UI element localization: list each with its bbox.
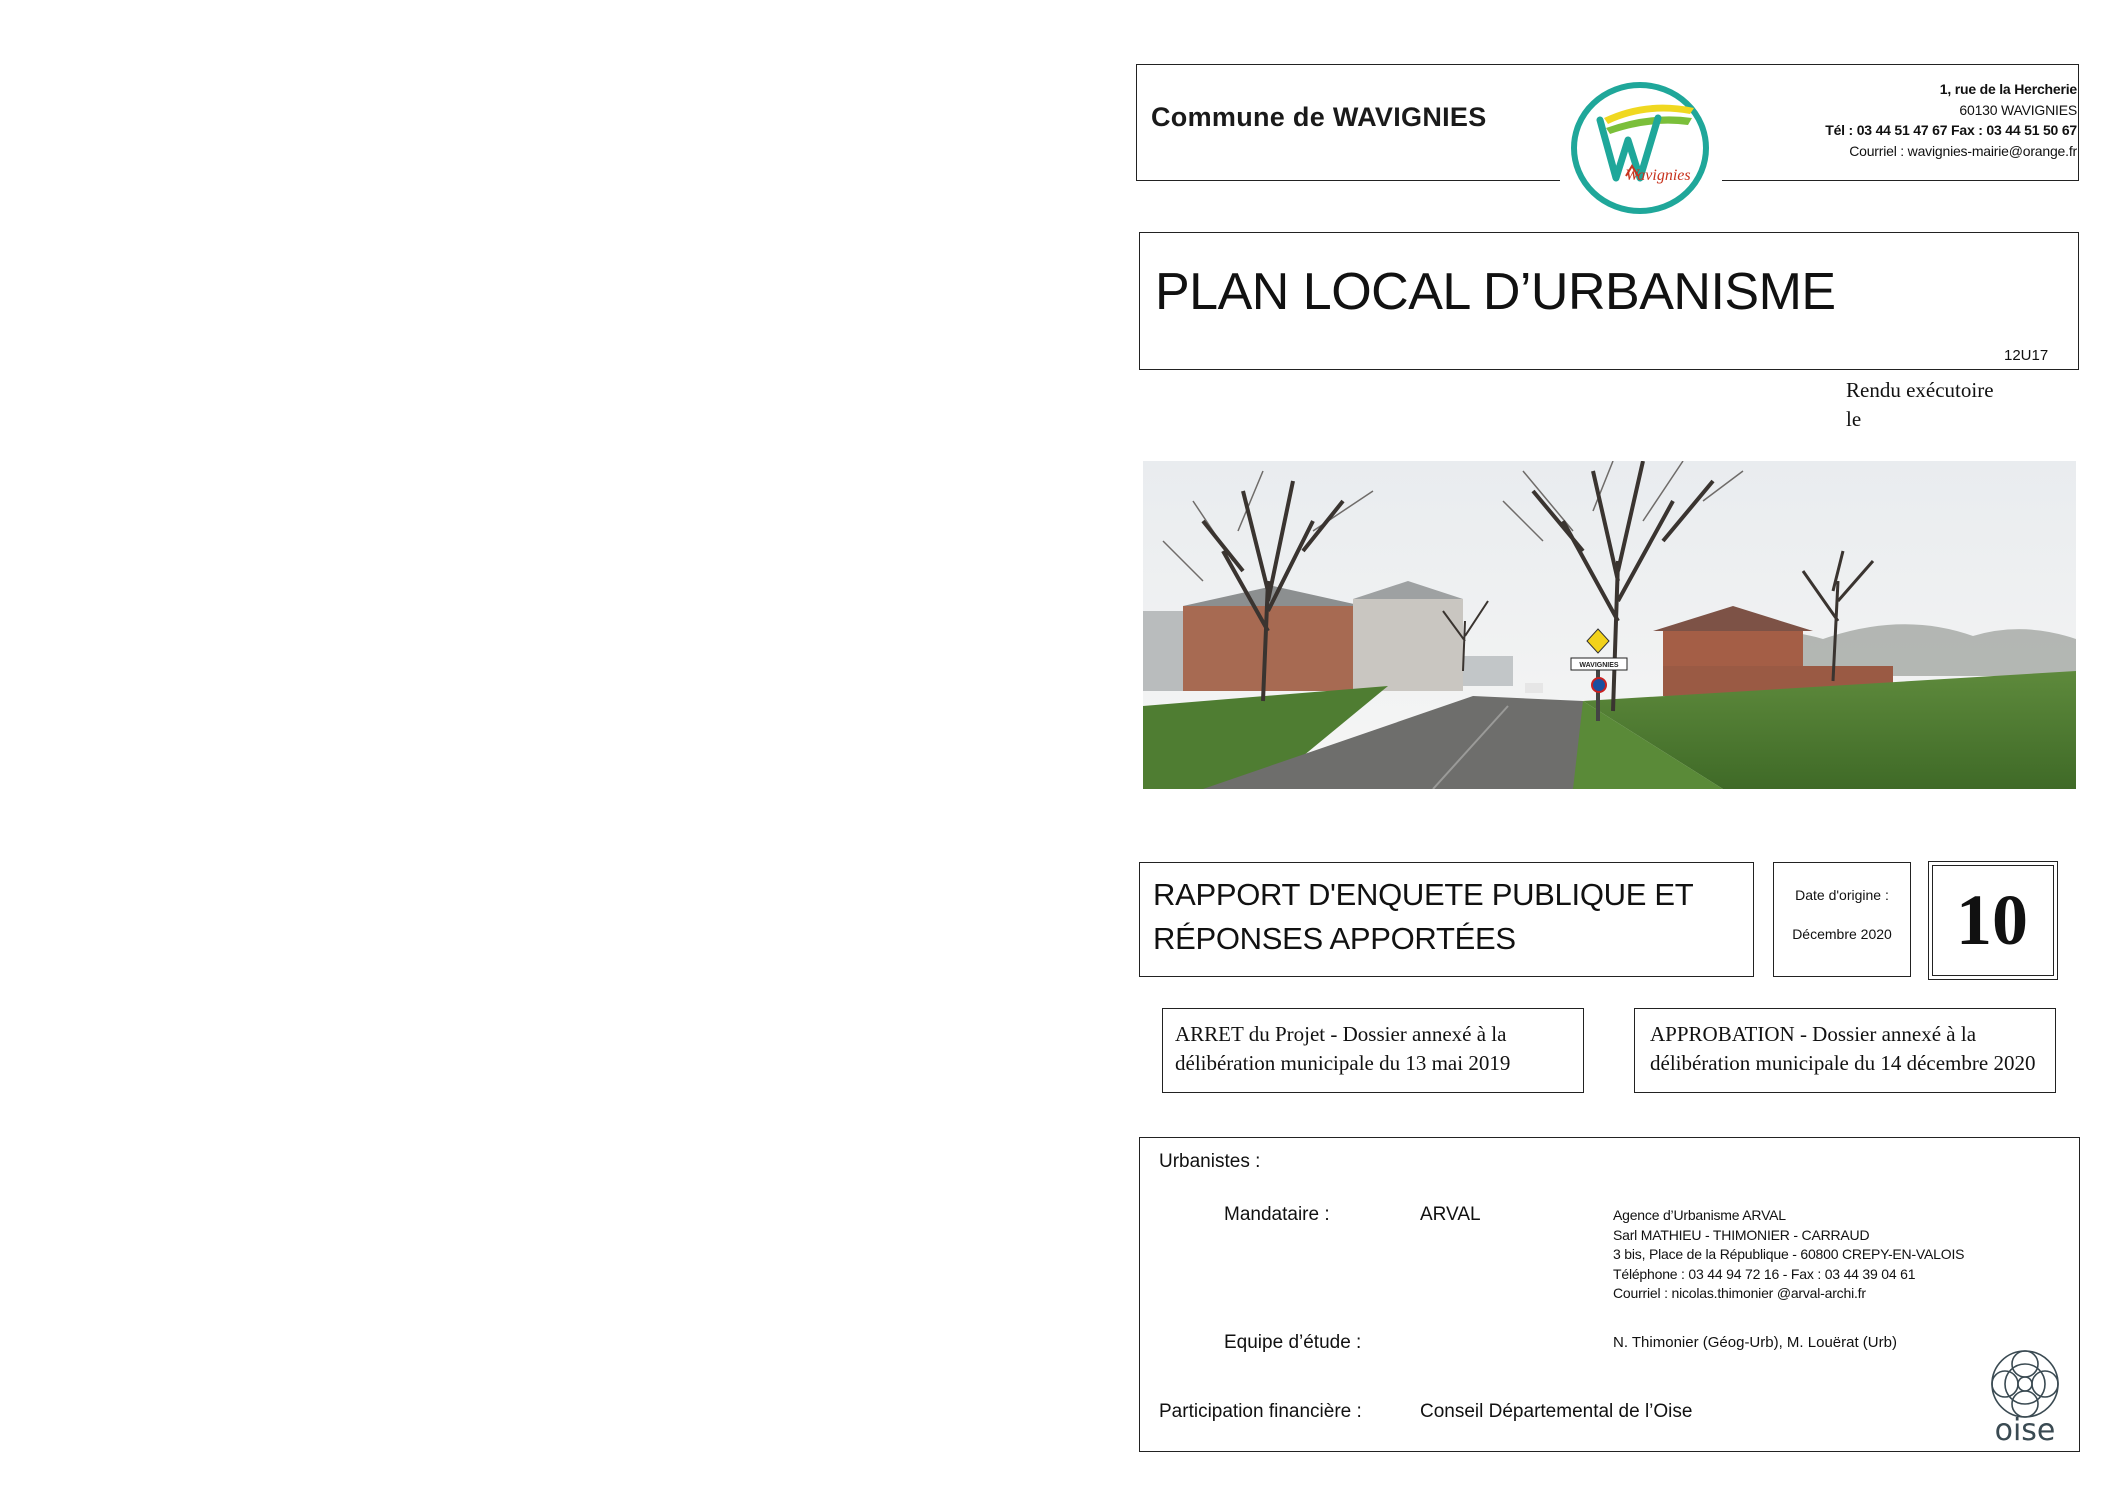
agency-line: Agence d’Urbanisme ARVAL — [1613, 1207, 1786, 1223]
approbation-line-1: APPROBATION - Dossier annexé à la — [1650, 1022, 1977, 1046]
date-box — [1773, 862, 1911, 977]
white-building — [1353, 599, 1463, 691]
small-building — [1463, 656, 1513, 686]
agency-line: Sarl MATHIEU - THIMONIER - CARRAUD — [1613, 1226, 1870, 1243]
agency-line: 3 bis, Place de la République - 60800 CREPY-EN-VALOIS — [1613, 1246, 1965, 1262]
car — [1525, 683, 1543, 693]
mandataire-label: Mandataire : — [1224, 1204, 1330, 1225]
oise-logo-text: oise — [1994, 1413, 2056, 1446]
agency-line: Téléphone : 03 44 94 72 16 - Fax : 03 44 39 04 61 — [1613, 1265, 1916, 1282]
piece-number: 10 — [1956, 880, 2028, 960]
village-panorama-photo — [1143, 461, 2076, 789]
equipe-label: Equipe d’étude : — [1224, 1332, 1362, 1353]
arret-text — [1175, 1020, 1510, 1078]
address-street: 1, rue de la Hercherie — [1939, 81, 2077, 97]
logo-text: Wavignies — [1625, 167, 1691, 184]
arret-line-2: délibération municipale du 13 mai 2019 — [1175, 1051, 1511, 1075]
agency-line: Courriel : nicolas.thimonier @arval-archi.fr — [1613, 1285, 1866, 1301]
rapport-title — [1153, 873, 1693, 961]
parking-sign — [1592, 678, 1606, 692]
approbation-line-2: délibération municipale du 14 décembre 2020 — [1650, 1051, 2036, 1075]
rapport-title-line-1: RAPPORT D'ENQUETE PUBLIQUE ET — [1153, 877, 1694, 912]
address-city: 60130 WAVIGNIES — [1959, 101, 2077, 118]
participation-label: Participation financière : — [1159, 1401, 1362, 1422]
address-phone: Tél : 03 44 51 47 67 Fax : 03 44 51 50 67 — [1825, 122, 2077, 138]
agency-details — [1613, 1206, 1964, 1304]
address-email: Courriel : wavignies-mairie@orange.fr — [1849, 142, 2077, 159]
wavignies-logo — [1566, 78, 1714, 218]
urbanistes-heading: Urbanistes : — [1159, 1151, 1261, 1172]
participation-value: Conseil Départemental de l’Oise — [1420, 1401, 1693, 1422]
rendu-executoire — [1846, 376, 1994, 434]
document-title: PLAN LOCAL D’URBANISME — [1155, 263, 1836, 321]
rendu-line-2: le — [1846, 407, 1862, 431]
mairie-address — [1825, 79, 2077, 161]
date-origine-label: Date d'origine : — [1795, 887, 1889, 903]
date-origine-value: Décembre 2020 — [1792, 926, 1892, 942]
brick-warehouse — [1183, 606, 1363, 691]
equipe-value: N. Thimonier (Géog-Urb), M. Louërat (Urb) — [1613, 1334, 1897, 1351]
approbation-text — [1650, 1020, 2035, 1078]
village-sign-text: WAVIGNIES — [1579, 662, 1619, 669]
commune-name: Commune de WAVIGNIES — [1151, 102, 1487, 132]
oise-department-logo — [1985, 1346, 2065, 1446]
rendu-line-1: Rendu exécutoire — [1846, 378, 1994, 402]
mandataire-value: ARVAL — [1420, 1204, 1481, 1225]
rapport-title-line-2: RÉPONSES APPORTÉES — [1153, 921, 1516, 956]
document-code: 12U17 — [2004, 347, 2049, 364]
arret-line-1: ARRET du Projet - Dossier annexé à la — [1175, 1022, 1507, 1046]
